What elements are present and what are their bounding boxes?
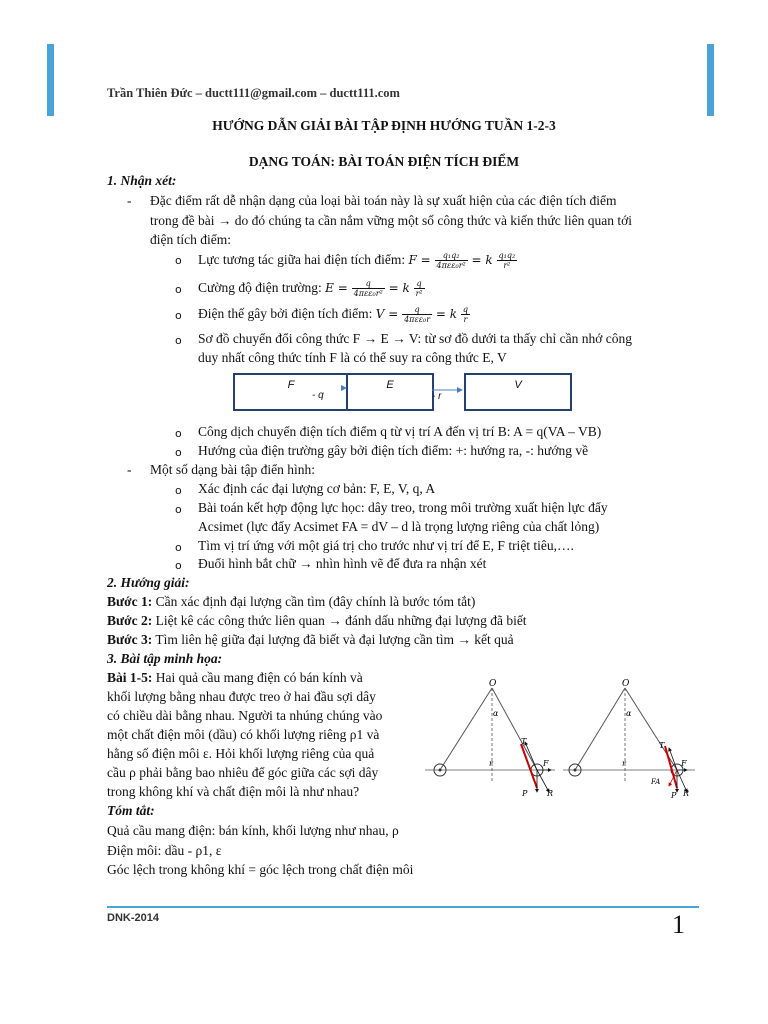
problem-line: có chiều dài bằng nhau. Người ta nhúng chúng vào bbox=[107, 708, 383, 723]
type-item: Đuổi hình bắt chữ → nhìn hình vẽ để đưa ra nhận xét bbox=[198, 556, 487, 571]
pendulum-figure bbox=[425, 670, 695, 810]
label-O: O bbox=[622, 679, 630, 689]
summary-line: Điện môi: dầu - ρ1, ε bbox=[107, 843, 222, 858]
type-item: Acsimet (lực đẩy Acsimet FA = dV – d là trọng lượng riêng của chất lỏng) bbox=[198, 519, 600, 534]
footer-label: DNK-2014 bbox=[107, 912, 159, 924]
formula-potential: Điện thế gây bởi điện tích điểm: V = $\frac{q}{\text{4πεε₀r}}$ = k $\frac{q}{r}$ bbox=[198, 305, 468, 324]
work-formula: Công dịch chuyển điện tích điểm q từ vị trí A đến vị trí B: A = q(VA – VB) bbox=[198, 424, 602, 439]
dash-bullet: - bbox=[127, 193, 132, 208]
arrow-label-q: - q bbox=[312, 390, 324, 401]
paragraph-line: trong đề bài → do đó chúng ta cần nắm vững một số công thức và kiến thức liên quan tới bbox=[150, 213, 632, 228]
circle-bullet: o bbox=[175, 503, 182, 516]
left-pendulum bbox=[425, 688, 555, 792]
right-accent-bar bbox=[707, 44, 714, 116]
type-item: Tìm vị trí ứng với một giá trị cho trước như vị trí để E, F triệt tiêu,…. bbox=[198, 538, 574, 553]
section-2-heading: 2. Hướng giải: bbox=[107, 575, 190, 590]
circle-bullet: o bbox=[175, 541, 182, 554]
conversion-text: Sơ đồ chuyển đổi công thức F → E → V: từ sơ đồ dưới ta thấy chỉ cần nhớ công bbox=[198, 331, 632, 346]
label-alpha: α bbox=[493, 709, 499, 718]
summary-line: Quả cầu mang điện: bán kính, khối lượng như nhau, ρ bbox=[107, 823, 399, 838]
type-item: Xác định các đại lượng cơ bản: F, E, V, q, A bbox=[198, 481, 436, 496]
box-V: V bbox=[464, 373, 572, 411]
section-3-heading: 3. Bài tập minh họa: bbox=[107, 651, 223, 666]
dash-bullet: - bbox=[127, 462, 132, 477]
page-header: Trần Thiên Đức – ductt111@gmail.com – ductt111.com bbox=[107, 86, 400, 100]
step-3: Bước 3: Tìm liên hệ giữa đại lượng đã biết và đại lượng cần tìm → kết quả bbox=[107, 632, 514, 647]
circle-bullet: o bbox=[175, 484, 182, 497]
problem-line: trong không khí và chất điện môi là như nhau? bbox=[107, 784, 360, 799]
step-2: Bước 2: Liệt kê các công thức liên quan → đánh dấu những đại lượng đã biết bbox=[107, 613, 527, 628]
left-accent-bar bbox=[47, 44, 54, 116]
circle-bullet: o bbox=[175, 446, 182, 459]
label-P: P bbox=[522, 789, 528, 798]
paragraph-line: Một số dạng bài tập điển hình: bbox=[150, 462, 315, 477]
section-1-heading: 1. Nhận xét: bbox=[107, 173, 177, 188]
document-title: HƯỚNG DẪN GIẢI BÀI TẬP ĐỊNH HƯỚNG TUẦN 1-2-3 bbox=[212, 118, 556, 133]
formula-field: Cường độ điện trường: E = $\frac{q}{\text{4πεε₀r²}}$ = k $\frac{q}{\text{r²}}$ bbox=[198, 279, 423, 298]
circle-bullet: o bbox=[175, 254, 182, 267]
problem-line: Bài 1-5: Hai quả cầu mang điện có bán kính và bbox=[107, 670, 363, 685]
label-R: R bbox=[683, 789, 690, 798]
label-F: F bbox=[681, 759, 687, 768]
label-T: T bbox=[659, 741, 665, 750]
box-E: E bbox=[346, 373, 434, 411]
label-r: r bbox=[622, 759, 626, 768]
label-R: R bbox=[547, 789, 554, 798]
box-F: F bbox=[233, 373, 349, 411]
footer-rule bbox=[107, 906, 699, 908]
circle-bullet: o bbox=[175, 309, 182, 322]
summary-line: Góc lệch trong không khí = góc lệch trong chất điện môi bbox=[107, 862, 414, 877]
arrow-label-r: - r bbox=[432, 391, 442, 402]
label-alpha: α bbox=[626, 709, 632, 718]
label-P: P bbox=[671, 791, 677, 800]
label-T: T bbox=[521, 737, 527, 746]
page-number: 1 bbox=[672, 910, 685, 939]
label-r: r bbox=[489, 759, 493, 768]
step-1: Bước 1: Cần xác định đại lượng cần tìm (đây chính là bước tóm tắt) bbox=[107, 594, 476, 609]
formula-force: Lực tương tác giữa hai điện tích điểm: F = $\frac{\text{q₁q₂}}{\text{4πεε₀r²}}$ = k $\frac{\text{q₁q₂}}{\text{r²}}$ bbox=[198, 251, 516, 270]
paragraph-line: Đặc điểm rất dễ nhận dạng của loại bài toán này là sự xuất hiện của các điện tích điểm bbox=[150, 193, 617, 208]
circle-bullet: o bbox=[175, 334, 182, 347]
circle-bullet: o bbox=[175, 283, 182, 296]
section-title: DẠNG TOÁN: BÀI TOÁN ĐIỆN TÍCH ĐIỂM bbox=[248, 154, 520, 169]
problem-line: hằng số điện môi ε. Hỏi khối lượng riêng của quả bbox=[107, 746, 375, 761]
problem-line: một chất điện môi (dầu) có khối lượng riêng ρ1 và bbox=[107, 727, 380, 742]
label-FA: FA bbox=[651, 778, 661, 786]
problem-line: cầu ρ phải bằng bao nhiêu để góc giữa các sợi dây bbox=[107, 765, 379, 780]
field-direction: Hướng của điện trường gây bởi điện tích điểm: +: hướng ra, -: hướng về bbox=[198, 443, 589, 458]
right-pendulum bbox=[563, 688, 695, 792]
type-item: Bài toán kết hợp động lực học: dây treo, trong môi trường xuất hiện lực đẩy bbox=[198, 500, 608, 515]
problem-line: khối lượng bằng nhau được treo ở hai đầu sợi dây bbox=[107, 689, 376, 704]
circle-bullet: o bbox=[175, 427, 182, 440]
paragraph-line: điện tích điểm: bbox=[150, 232, 231, 247]
conversion-text: duy nhất công thức tính F là có thể suy ra công thức E, V bbox=[198, 350, 507, 365]
summary-heading: Tóm tắt: bbox=[107, 803, 155, 818]
label-O: O bbox=[489, 679, 497, 689]
label-F: F bbox=[543, 759, 549, 768]
circle-bullet: o bbox=[175, 559, 182, 572]
